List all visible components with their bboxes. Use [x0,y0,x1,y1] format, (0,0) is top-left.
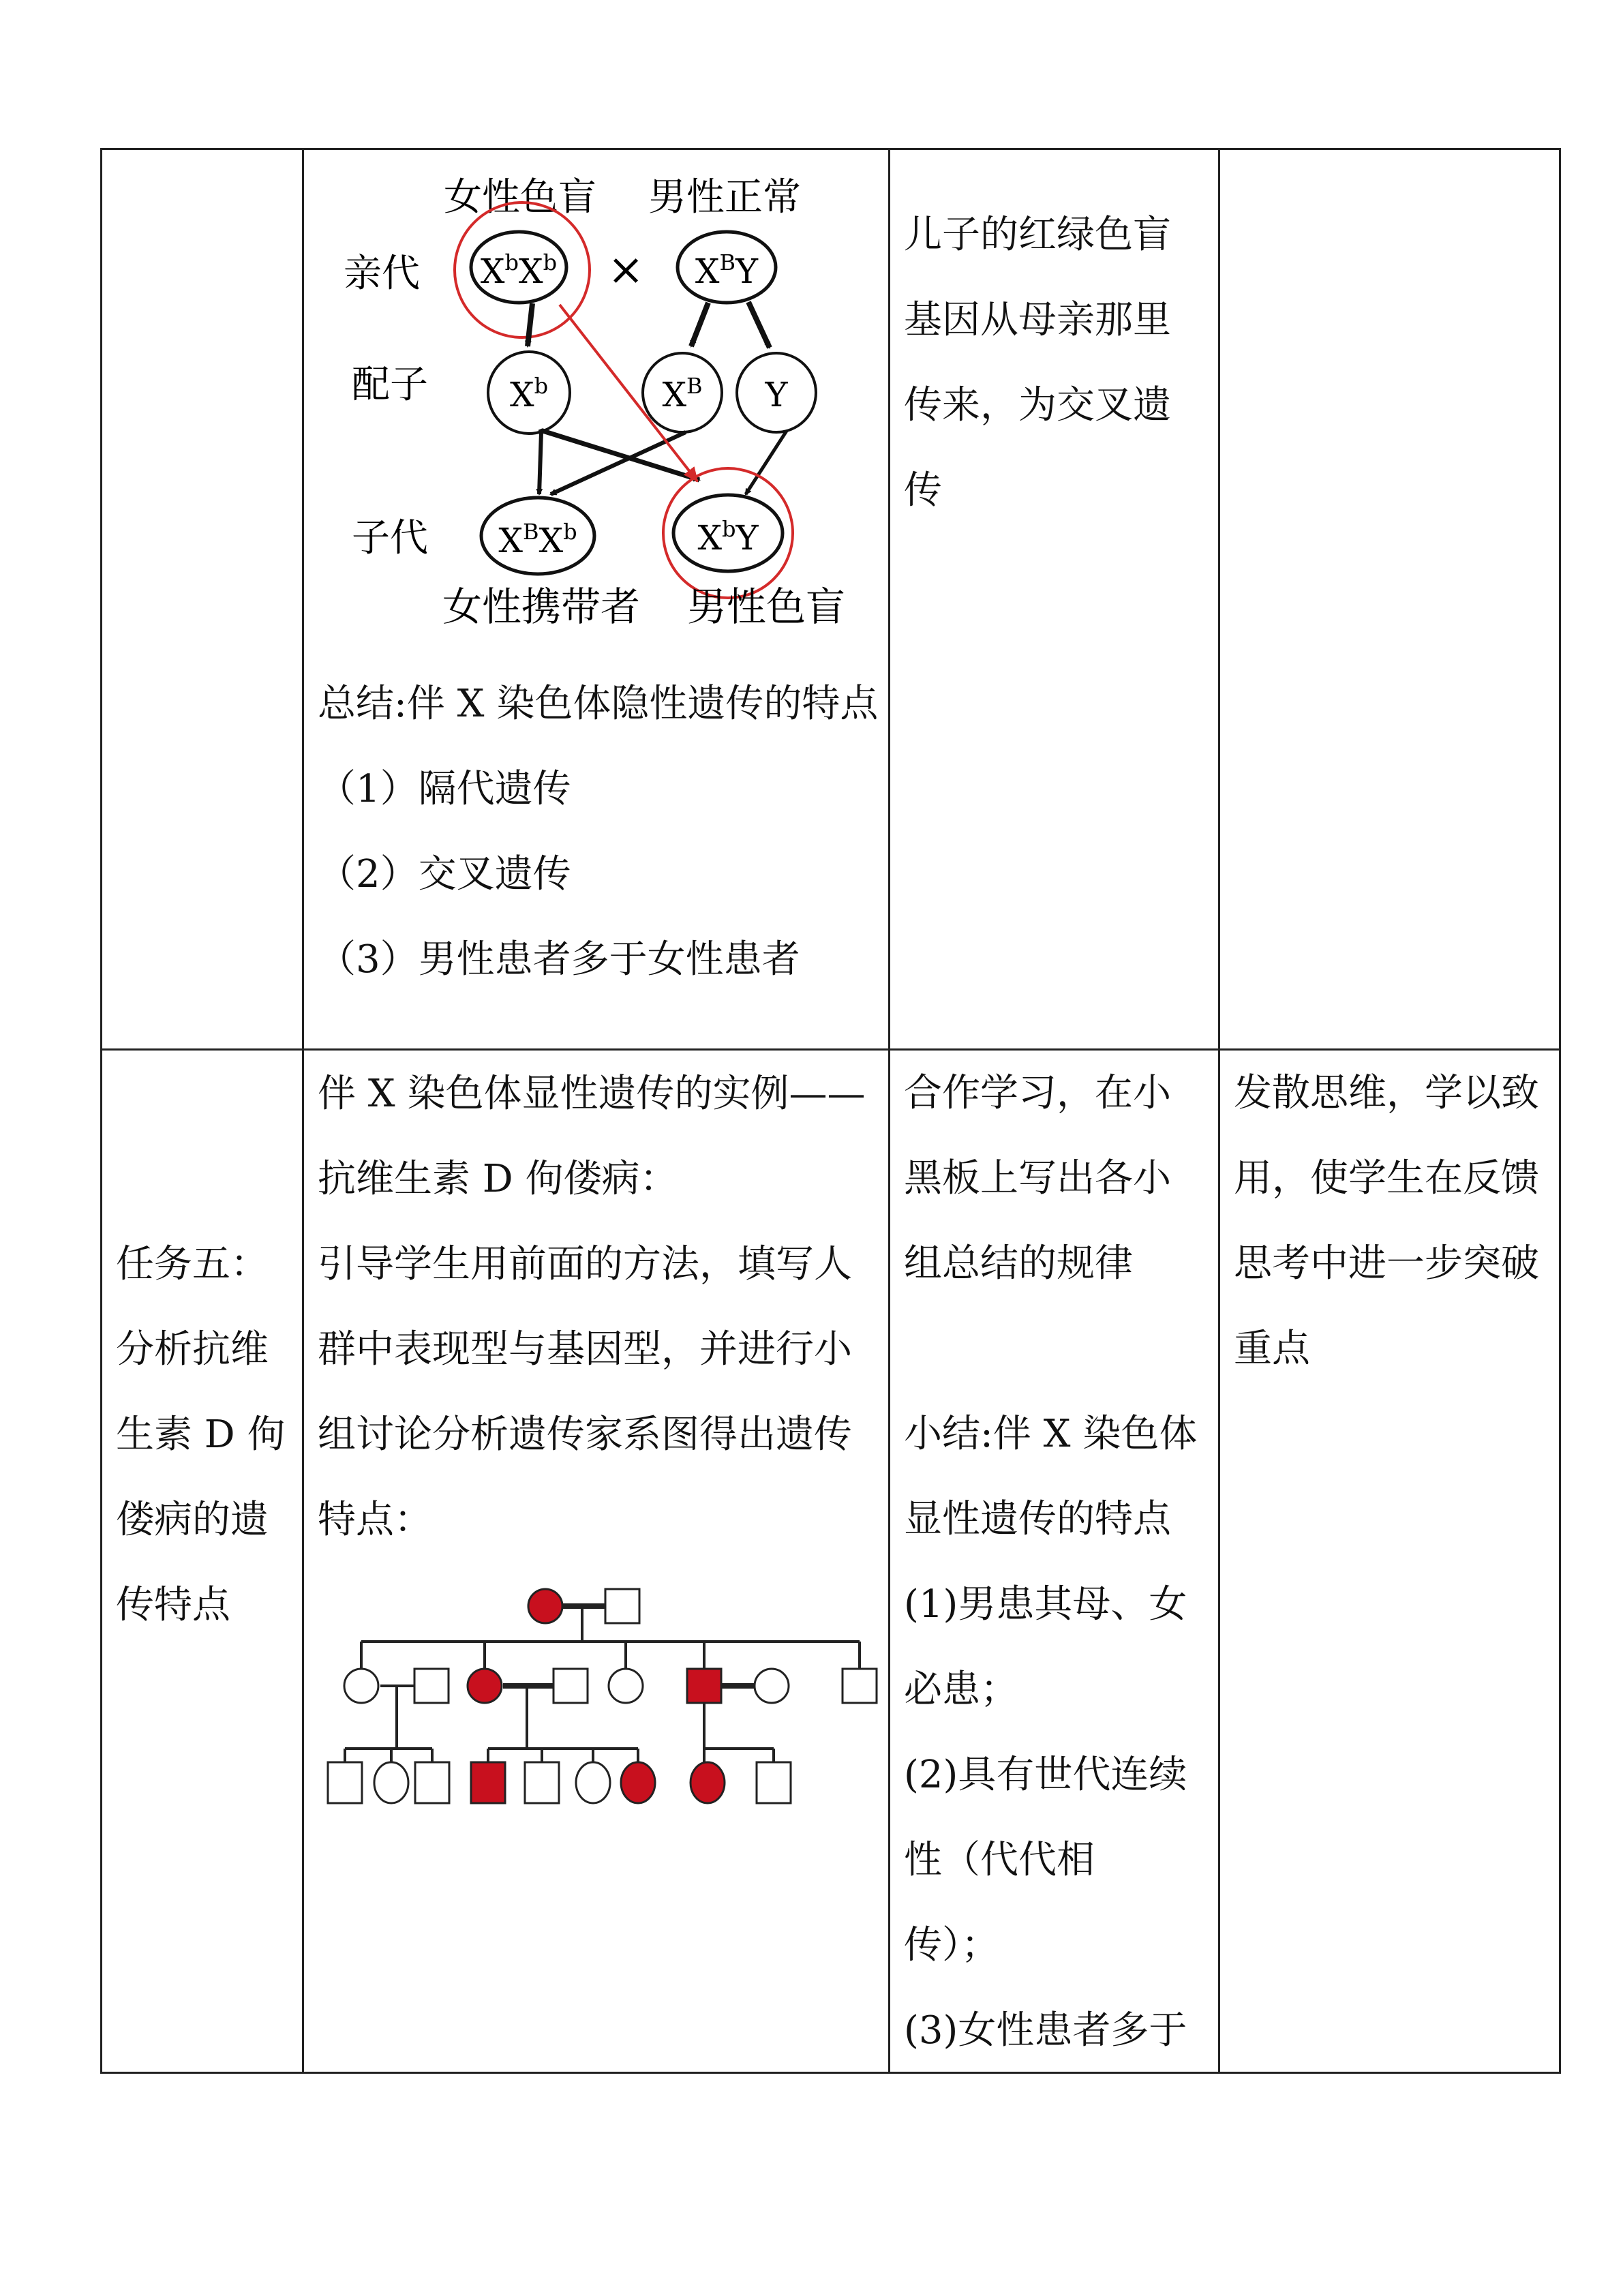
row2-task-cell [116,1222,286,1648]
caption-female-carrier: 女性携带者 [442,584,641,630]
summary-line: （3）男性患者多于女性患者 [318,937,800,982]
recessive-summary [318,661,878,1002]
row2-student-cell [904,1051,1197,2073]
affected-male [687,1669,721,1703]
unaffected-female [344,1669,378,1703]
genotype-parent-female: $X^bX^b$ [480,250,558,291]
student-line: 传）； [904,1923,999,1967]
intent-line: 思考中进一步突破 [1234,1241,1539,1286]
affected-male [471,1762,505,1803]
row2-teacher-cell [304,1051,888,2072]
affected-female [691,1762,725,1803]
student-line: 传 [904,468,942,513]
summary-line: 总结:伴 X 染色体隐性遗传的特点 [318,682,879,726]
unaffected-male [415,1762,449,1803]
row1-student-cell [904,192,1171,533]
unaffected-female [755,1669,789,1703]
title-male-normal: 男性正常 [648,175,801,220]
intent-line: 重点 [1234,1327,1310,1371]
affected-female [621,1762,655,1803]
teacher-line: 群中表现型与基因型，并进行小 [318,1327,852,1372]
arrow-xb-to-daughter [539,432,541,494]
row1-teacher-cell [304,150,888,1048]
unaffected-female [609,1669,643,1703]
intent-line: 用，使学生在反馈 [1234,1156,1539,1200]
unaffected-female [576,1762,610,1803]
unaffected-male [605,1589,639,1623]
unaffected-male [525,1762,559,1803]
genotype-son-colorblind: $X^bY$ [697,516,759,558]
gamete-xb-label: $X^b$ [509,373,549,414]
student-line: 传来，为交叉遗 [904,383,1171,427]
pedigree-chart [304,1568,888,1854]
arrow-mother-to-gamete [528,303,532,346]
label-offspring: 子代 [352,516,428,560]
student-line: 小结:伴 X 染色体 [904,1412,1198,1456]
table-left-border [100,148,102,2074]
task-line: 分析抗维 [116,1327,269,1372]
color-blindness-cross-diagram [304,150,888,641]
row2-intent-cell [1234,1051,1539,1391]
student-line: 组总结的规律 [904,1241,1133,1286]
teacher-line: 伴 X 染色体显性遗传的实例—— [318,1072,866,1116]
caption-male-colorblind: 男性色盲 [686,584,846,630]
teacher-line: 组讨论分析遗传家系图得出遗传 [318,1413,852,1457]
gamete-y-label: Y [765,375,788,414]
task-line: 传特点 [116,1583,230,1627]
arrow-y-to-son [746,431,787,494]
genotype-parent-male: $X^BY$ [695,250,759,291]
genotype-daughter-carrier: $X^BX^b$ [498,519,577,560]
student-line: 黑板上写出各小 [904,1156,1171,1200]
student-line: 显性遗传的特点 [904,1497,1171,1541]
student-line: 基因从母亲那里 [904,298,1171,342]
task-line: 生素 D 佝 [116,1413,286,1457]
teacher-line: 抗维生素 D 佝偻病： [318,1157,678,1201]
teacher-text [318,1051,865,1562]
label-gametes: 配子 [352,363,428,407]
cross-sign: × [607,245,644,295]
student-line: 合作学习，在小 [904,1071,1171,1115]
task-line: 偻病的遗 [116,1498,269,1542]
task-line: 任务五： [116,1242,269,1286]
table-bottom-border [100,2072,1561,2074]
unaffected-male [553,1669,588,1703]
student-line: 性（代代相 [904,1838,1095,1882]
arrow-father-to-gamete-y [748,302,770,348]
unaffected-female [374,1762,408,1803]
student-line [904,1306,1197,1391]
unaffected-male [414,1669,449,1703]
summary-line: （1）隔代遗传 [318,767,571,811]
teacher-line: 引导学生用前面的方法，填写人 [318,1242,852,1286]
intent-line: 发散思维，学以致 [1234,1071,1539,1115]
student-line: 儿子的红绿色盲 [904,213,1171,257]
column-divider-2 [888,148,890,2074]
title-female-colorblind: 女性色盲 [444,175,596,220]
affected-female [528,1589,562,1623]
table-right-border [1559,148,1561,2074]
label-parents: 亲代 [344,252,420,296]
student-line: (1)男患其母、女 [904,1582,1187,1627]
student-line: (2)具有世代连续 [904,1753,1187,1797]
gamete-xB-label: $X^B$ [662,373,703,414]
arrow-father-to-gamete-xb [691,303,708,346]
unaffected-male [328,1762,362,1803]
student-line: 必患； [904,1667,1018,1712]
unaffected-male [843,1669,877,1703]
unaffected-male [757,1762,791,1803]
student-line: (3)女性患者多于 [904,2008,1187,2053]
column-divider-3 [1218,148,1220,2074]
teacher-line: 特点： [318,1498,432,1542]
summary-line: （2）交叉遗传 [318,852,571,896]
affected-female [468,1669,502,1703]
